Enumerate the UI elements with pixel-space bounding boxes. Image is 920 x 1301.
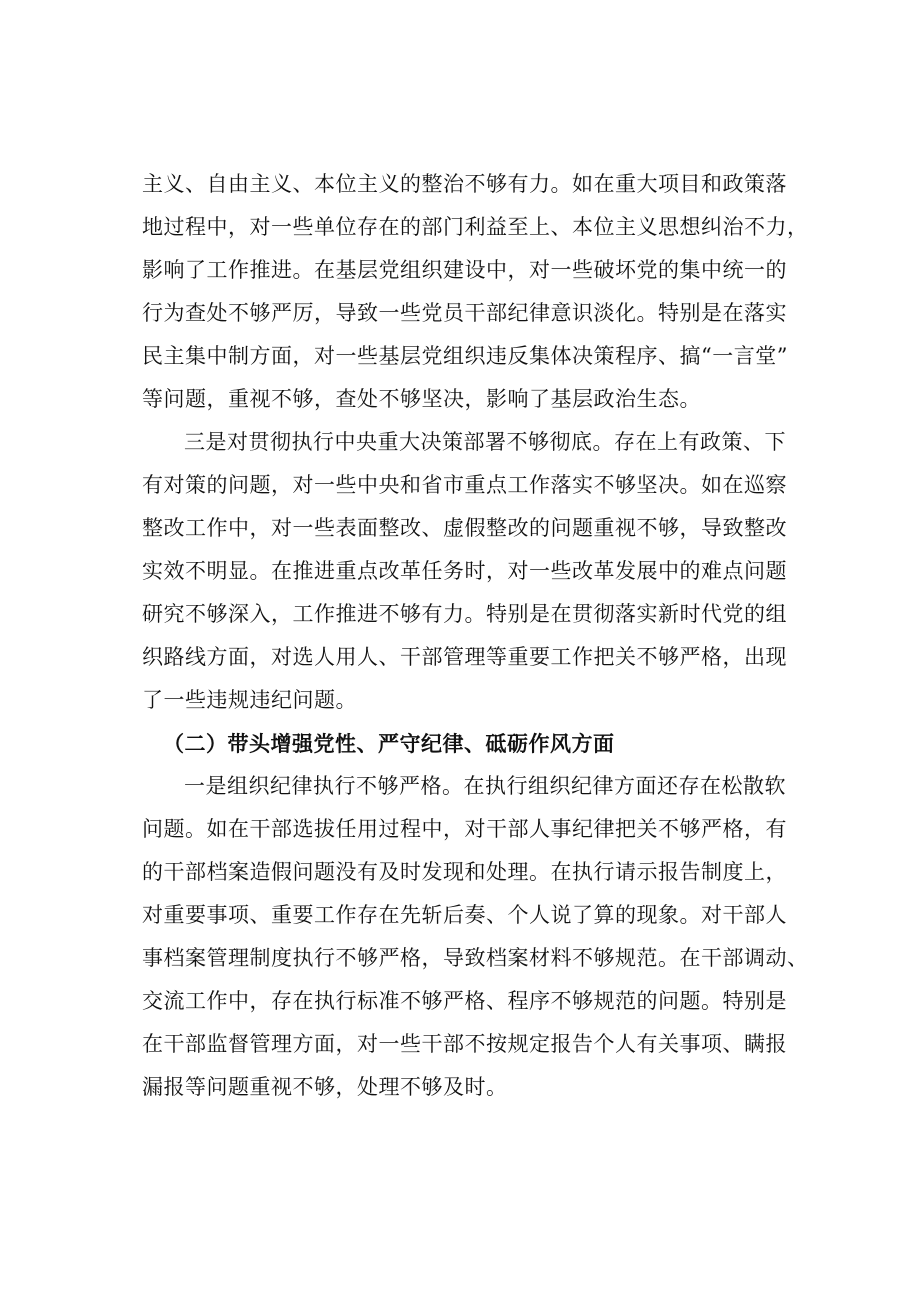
text-line: 行为查处不够严厉，导致一些党员干部纪律意识淡化。特别是在落实 — [142, 301, 787, 325]
text-line: 等问题，重视不够，查处不够坚决，影响了基层政治生态。 — [142, 387, 701, 411]
paragraph-continuation — [142, 163, 809, 421]
text-line: 织路线方面，对选人用人、干部管理等重要工作把关不够严格，出现 — [142, 645, 787, 669]
document-body — [142, 163, 809, 1109]
text-line: 整改工作中，对一些表面整改、虚假整改的问题重视不够，导致整改 — [142, 516, 787, 540]
text-line: 研究不够深入，工作推进不够有力。特别是在贯彻落实新时代党的组 — [142, 602, 787, 626]
text-line: 影响了工作推进。在基层党组织建设中，对一些破坏党的集中统一的 — [142, 258, 787, 282]
text-line: 在干部监督管理方面，对一些干部不按规定报告个人有关事项、瞒报 — [142, 1032, 787, 1056]
text-line: 交流工作中，存在执行标准不够严格、程序不够规范的问题。特别是 — [142, 989, 787, 1013]
paragraph-item-three — [142, 421, 787, 722]
text-line: 地过程中，对一些单位存在的部门利益至上、本位主义思想纠治不力， — [142, 215, 809, 239]
text-line: 对重要事项、重要工作存在先斩后奏、个人说了算的现象。对干部人 — [142, 903, 787, 927]
heading-line: （二）带头增强党性、严守纪律、砥砺作风方面 — [163, 731, 615, 756]
text-line: 的干部档案造假问题没有及时发现和处理。在执行请示报告制度上， — [142, 860, 787, 884]
section-heading — [142, 722, 782, 765]
text-line: 事档案管理制度执行不够严格，导致档案材料不够规范。在干部调动、 — [142, 946, 809, 970]
text-line: 实效不明显。在推进重点改革任务时，对一些改革发展中的难点问题 — [142, 559, 787, 583]
text-line: 主义、自由主义、本位主义的整治不够有力。如在重大项目和政策落 — [142, 172, 787, 196]
text-line: 有对策的问题，对一些中央和省市重点工作落实不够坚决。如在巡察 — [142, 473, 787, 497]
text-line: 问题。如在干部选拔任用过程中，对干部人事纪律把关不够严格，有 — [142, 817, 787, 841]
text-line: 了一些违规违纪问题。 — [142, 688, 357, 712]
paragraph-item-one — [142, 765, 809, 1109]
text-line: 三是对贯彻执行中央重大决策部署不够彻底。存在上有政策、下 — [184, 430, 786, 454]
text-line: 一是组织纪律执行不够严格。在执行组织纪律方面还存在松散软 — [184, 774, 786, 798]
text-line: 民主集中制方面，对一些基层党组织违反集体决策程序、搞“一言堂” — [142, 344, 788, 368]
text-line: 漏报等问题重视不够，处理不够及时。 — [142, 1075, 508, 1099]
